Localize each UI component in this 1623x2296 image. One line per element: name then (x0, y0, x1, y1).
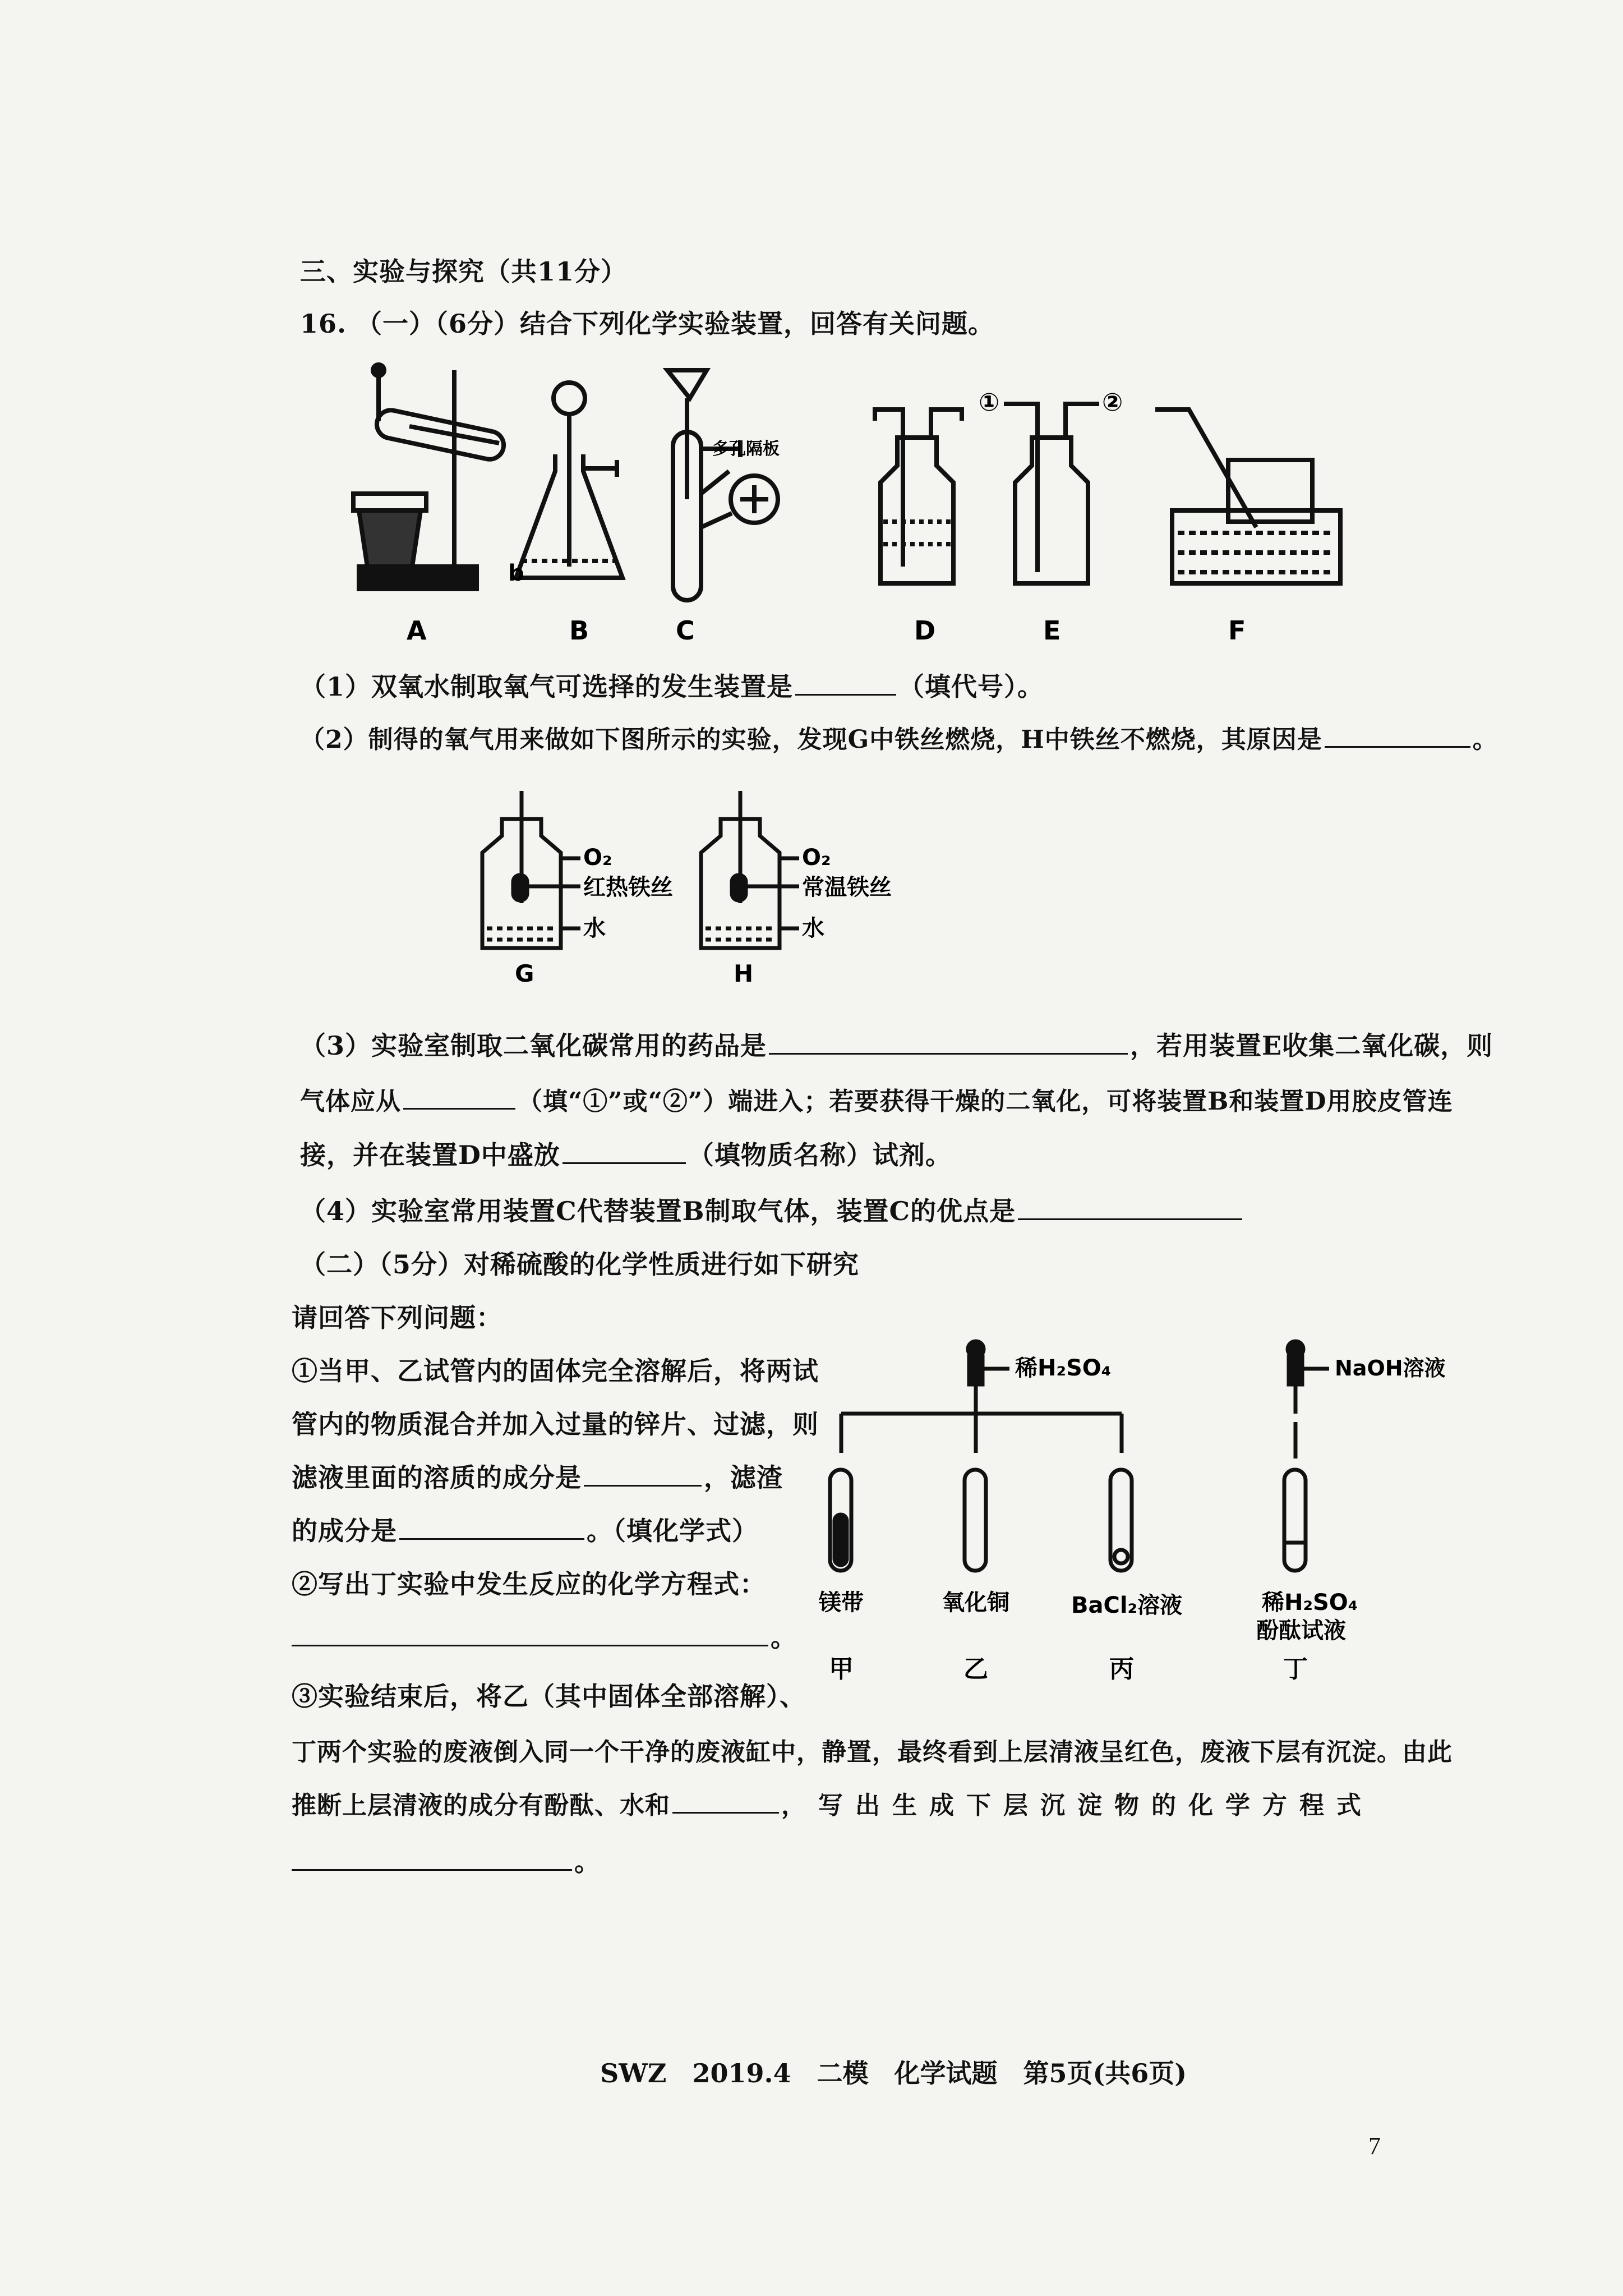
bottle-h-drawing (701, 791, 799, 948)
bottle-g-gas: O₂ (583, 845, 612, 871)
tube-bing-content: BaCl₂溶液 (1071, 1593, 1183, 1618)
bottle-g-wire: 红热铁丝 (583, 875, 673, 900)
test-tube-diagram (819, 1329, 1497, 1694)
tube-yi-name: 乙 (963, 1655, 988, 1683)
tube-yi-content: 氧化铜 (942, 1590, 1009, 1616)
apparatus-label-f: F (1228, 615, 1246, 646)
apparatus-e-port-2: ② (1102, 388, 1123, 417)
apparatus-b-drawing (516, 383, 623, 578)
apparatus-e-drawing (1004, 404, 1099, 583)
apparatus-c-plate-label: 多孔隔板 (712, 439, 780, 459)
bottle-h-gas: O₂ (802, 845, 831, 871)
dropper-left-drawing (968, 1341, 1009, 1414)
part2-s1-line4: 的成分是 。（填化学式） (292, 1516, 758, 1546)
tube-ding-name: 丁 (1283, 1655, 1308, 1683)
page-footer: SWZ 2019.4 二模 化学试题 第5页(共6页) (600, 2058, 1187, 2088)
part2-s3-line1: ③实验结束后，将乙（其中固体全部溶解）、 (292, 1681, 806, 1711)
part2-heading: （二）（5分）对稀硫酸的化学性质进行如下研究 (300, 1249, 860, 1280)
apparatus-e-port-1: ① (979, 388, 1000, 417)
bottle-g-label: G (515, 960, 534, 987)
part2-s3-line3: 推断上层清液的成分有酚酞、水和 ，写出生成下层沉淀物的化学方程式 (292, 1791, 1373, 1820)
tube-yi-drawing (965, 1470, 986, 1571)
apparatus-a-drawing (353, 365, 506, 589)
q16-3-line2: 气体应从 （填“①”或“②”）端进入；若要获得干燥的二氧化，可将装置B和装置D用胶皮管连 (300, 1087, 1453, 1116)
apparatus-label-c: C (676, 615, 695, 646)
q16-2: （2）制得的氧气用来做如下图所示的实验，发现G中铁丝燃烧，H中铁丝不燃烧，其原因是 。 (300, 725, 1498, 754)
apparatus-label-b: B (569, 615, 589, 646)
part2-s3-line2: 丁两个实验的废液倒入同一个干净的废液缸中，静置，最终看到上层清液呈红色，废液下层有沉淀。由此 (292, 1738, 1453, 1766)
apparatus-label-e: E (1043, 615, 1061, 646)
apparatus-f-drawing (1155, 409, 1340, 583)
q16-1: （1）双氧水制取氧气可选择的发生装置是 （填代号）。 (300, 671, 1044, 702)
bottle-h-liquid: 水 (802, 915, 824, 941)
tube-ding-content: 稀H₂SO₄ (1262, 1590, 1358, 1616)
tube-jia-drawing (830, 1470, 851, 1571)
part2-s1-line2: 管内的物质混合并加入过量的锌片、过滤，则 (292, 1409, 819, 1439)
tube-ding-drawing (1284, 1470, 1306, 1571)
apparatus-label-d: D (914, 615, 936, 646)
bottles-g-h-figure (460, 785, 965, 999)
dropper-right-drawing (1288, 1341, 1329, 1458)
tube-jia-name: 甲 (829, 1655, 854, 1683)
reagent-right-label: NaOH溶液 (1335, 1356, 1446, 1381)
bottle-h-label: H (734, 960, 754, 987)
part2-s1-line1: ①当甲、乙试管内的固体完全溶解后，将两试 (292, 1356, 819, 1386)
part2-prompt: 请回答下列问题： (292, 1303, 502, 1333)
tube-bing-name: 丙 (1109, 1655, 1134, 1683)
part2-s2-line1: ②写出丁实验中发生反应的化学方程式： (292, 1569, 766, 1599)
apparatus-c-drawing (667, 370, 778, 600)
part2-s1-line3: 滤液里面的溶质的成分是 ，滤渣 (292, 1462, 783, 1493)
bracket-drawing (841, 1414, 1122, 1453)
section-title: 三、实验与探究（共11分） (300, 256, 628, 287)
tube-jia-content: 镁带 (819, 1590, 864, 1616)
apparatus-label-a: A (407, 615, 427, 646)
apparatus-b-port-label: b (508, 560, 524, 586)
tube-ding-content2: 酚酞试液 (1256, 1618, 1346, 1644)
bottle-h-wire: 常温铁丝 (802, 875, 892, 900)
reagent-left-label: 稀H₂SO₄ (1015, 1355, 1112, 1381)
apparatus-d-drawing (875, 409, 962, 583)
q16-4: （4）实验室常用装置C代替装置B制取气体，装置C的优点是 (300, 1195, 1244, 1228)
part2-s2-line2: 。 (292, 1621, 797, 1655)
tube-bing-drawing (1110, 1470, 1132, 1571)
q16-3-line1: （3）实验室制取二氧化碳常用的药品是 ，若用装置E收集二氧化碳，则 (300, 1030, 1493, 1061)
q16-3-line3: 接，并在装置D中盛放 （填物质名称）试剂。 (300, 1140, 952, 1170)
page-number: 7 (1368, 2132, 1381, 2160)
part2-s3-line4: 。 (292, 1846, 601, 1879)
apparatus-figure (336, 359, 1374, 673)
bottle-g-drawing (482, 791, 580, 948)
question-16-heading: 16. （一）（6分）结合下列化学实验装置，回答有关问题。 (300, 309, 995, 339)
bottle-g-liquid: 水 (583, 915, 606, 941)
